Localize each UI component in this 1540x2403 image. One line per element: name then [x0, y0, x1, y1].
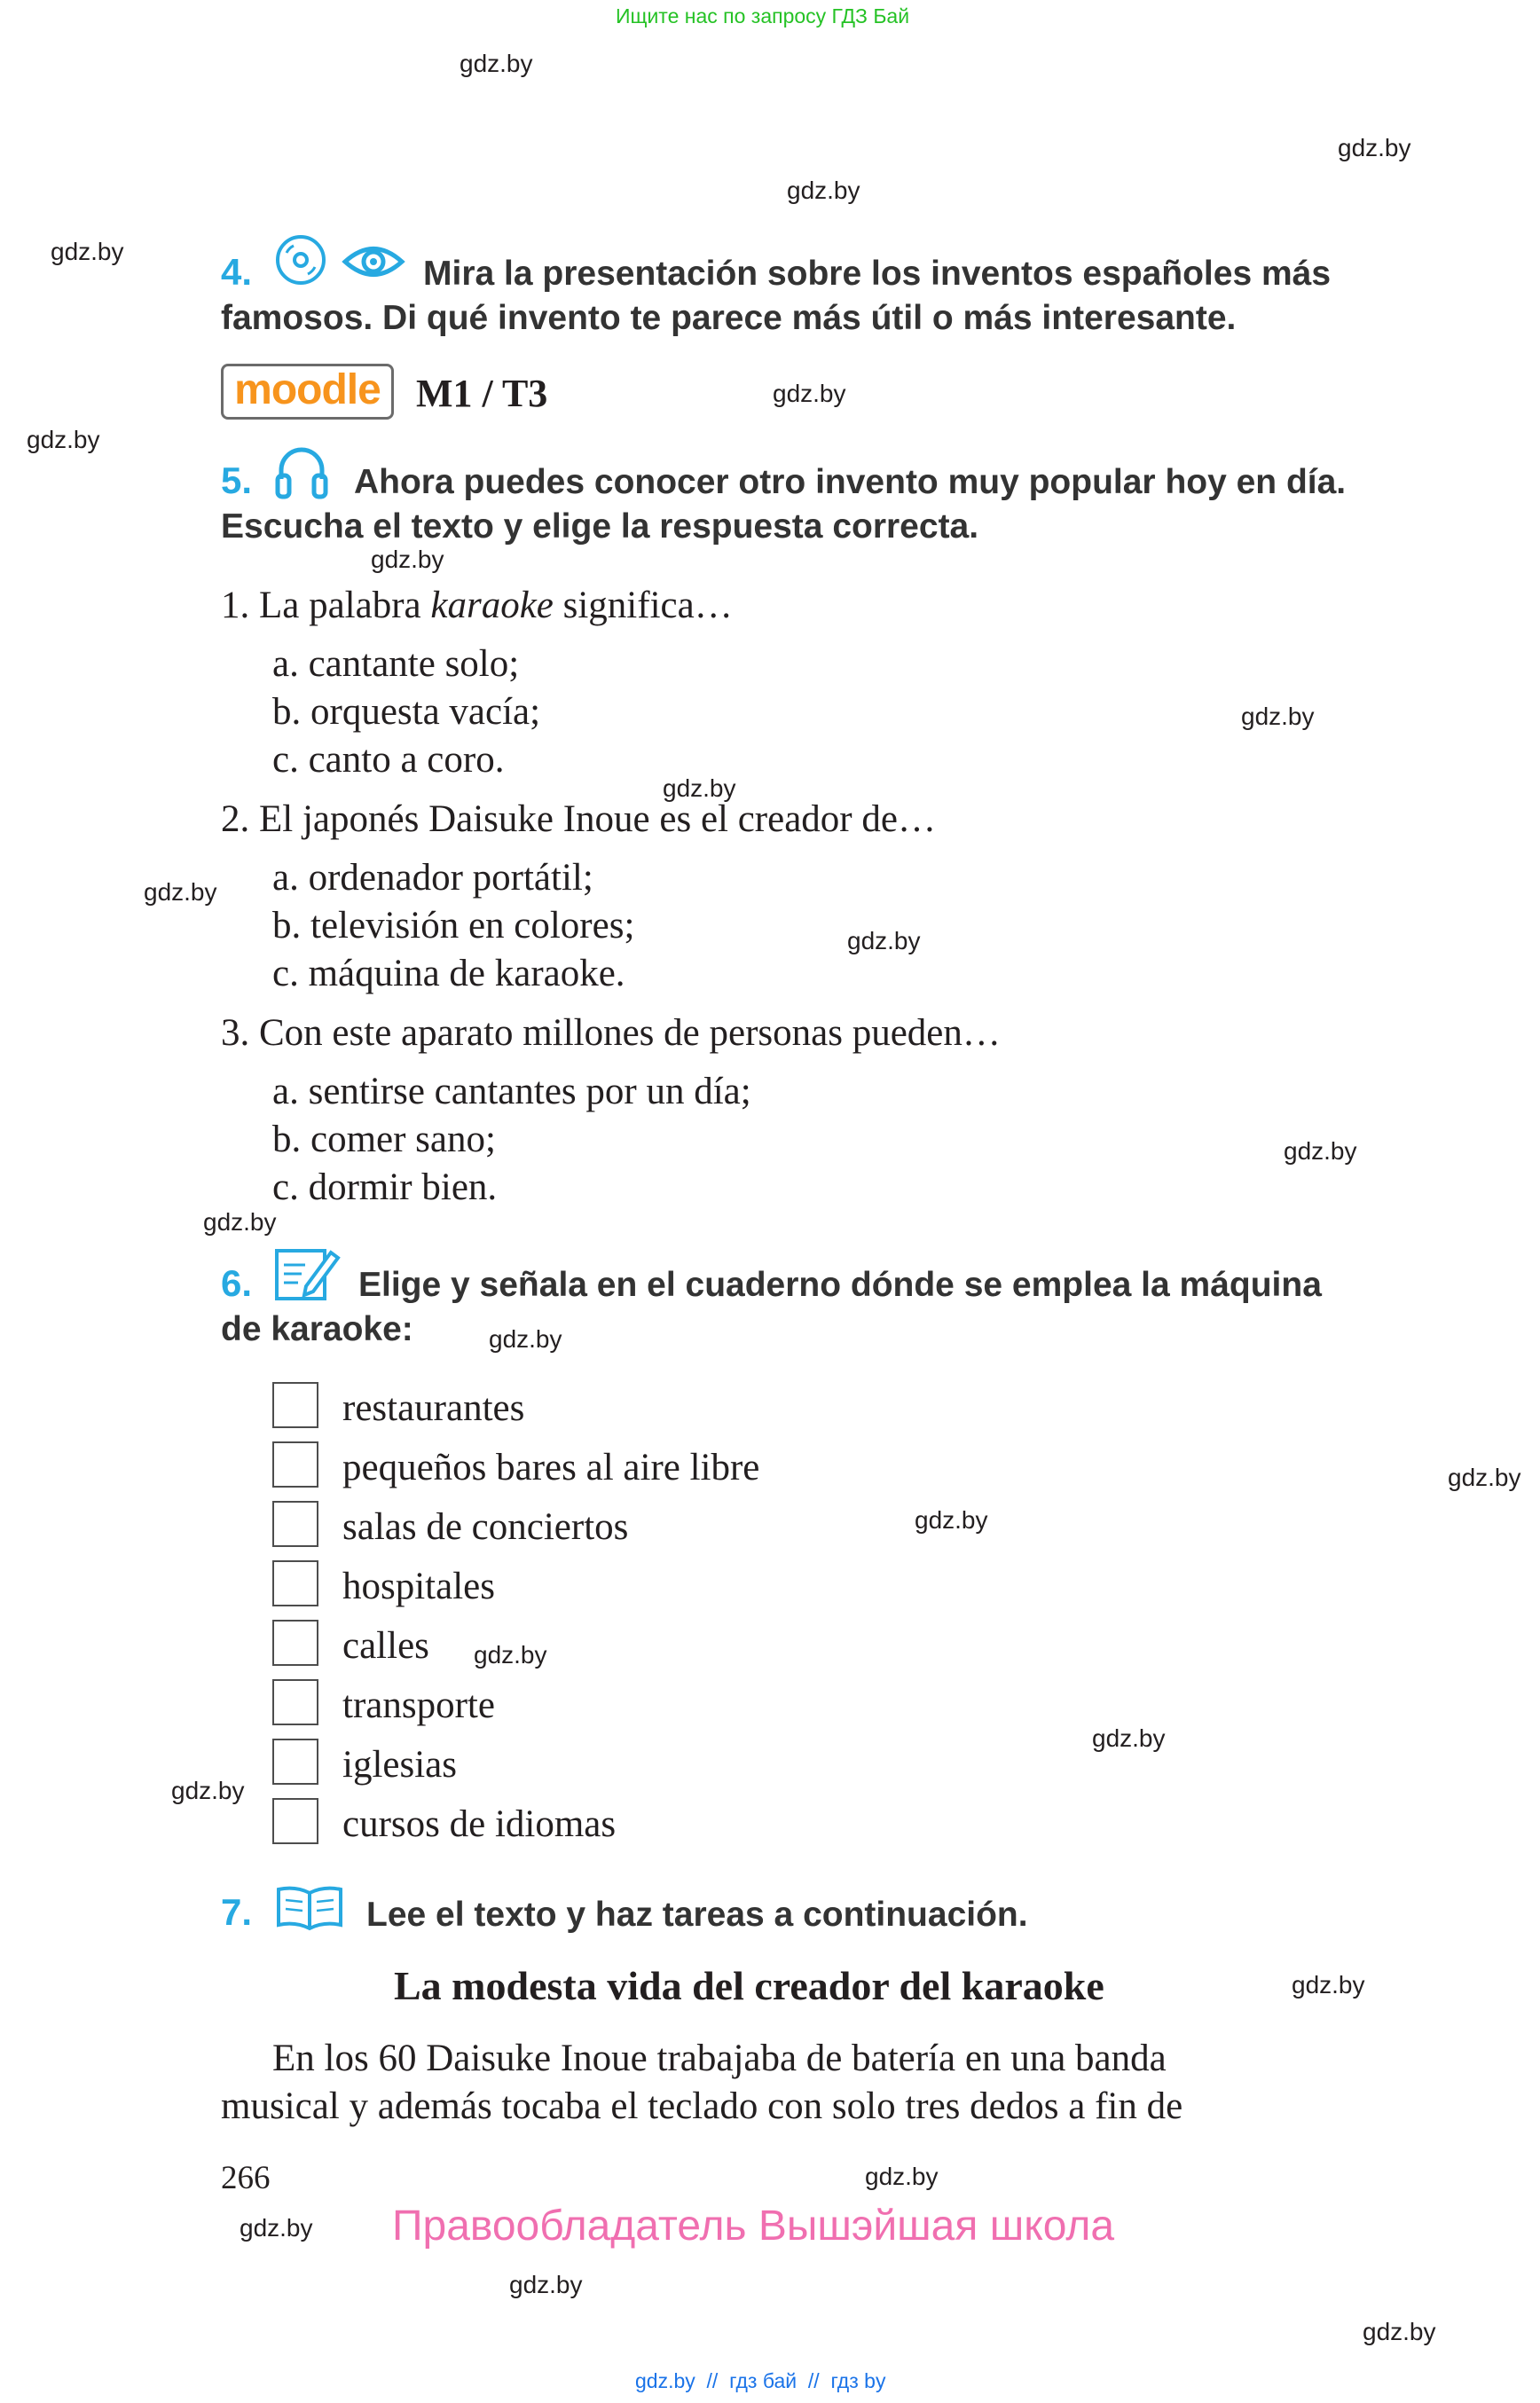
exercise-4-instruction: famosos. Di qué invento te parece más útil o más interesante. [221, 299, 1237, 337]
question-2-option: c. máquina de karaoke. [272, 953, 625, 994]
checkbox-calles[interactable] [272, 1620, 318, 1666]
search-hint-link[interactable]: Ищите нас по запросу ГДЗ Бай [616, 4, 910, 27]
watermark: gdz.by [663, 774, 736, 802]
watermark: gdz.by [1338, 134, 1411, 161]
watermark: gdz.by [460, 50, 533, 77]
checkbox-label: restaurantes [342, 1387, 525, 1429]
watermark: gdz.by [787, 177, 860, 204]
page-number: 266 [221, 2160, 271, 2196]
watermark: gdz.by [371, 546, 444, 573]
watermark: gdz.by [1292, 1971, 1365, 1999]
watermark: gdz.by [773, 380, 846, 407]
exercise-6-number: 6. [221, 1262, 253, 1304]
checkbox-label: hospitales [342, 1566, 495, 1607]
exercise-6-instruction: de karaoke: [221, 1310, 413, 1348]
question-2-option: a. ordenador portátil; [272, 857, 593, 899]
open-book-icon [274, 1882, 345, 1936]
checkbox-label: iglesias [342, 1744, 457, 1786]
question-2: 2. El japonés Daisuke Inoue es el creador de… [221, 798, 936, 840]
question-1-option: c. canto a coro. [272, 739, 505, 781]
watermark: gdz.by [474, 1641, 547, 1669]
checkbox-restaurantes[interactable] [272, 1382, 318, 1428]
watermark: gdz.by [489, 1325, 562, 1353]
watermark: gdz.by [27, 426, 100, 453]
watermark: gdz.by [1241, 703, 1315, 730]
watermark: gdz.by [1092, 1724, 1166, 1752]
exercise-7-instruction: Lee el texto y haz tareas a continuación. [366, 1896, 1028, 1934]
question-1-keyword: karaoke [430, 585, 554, 626]
exercise-6-instruction: Elige y señala en el cuaderno dónde se emplea la máquina [358, 1266, 1322, 1304]
checkbox-pequenos-bares[interactable] [272, 1441, 318, 1488]
checkbox-cursos-de-idiomas[interactable] [272, 1798, 318, 1844]
watermark: gdz.by [509, 2271, 583, 2298]
eye-icon [342, 240, 405, 287]
exercise-4-instruction: Mira la presentación sobre los inventos españoles más [423, 255, 1332, 293]
question-1: 1. La palabra karaoke significa… [221, 585, 733, 626]
module-code: M1 / T3 [416, 372, 548, 415]
question-1-option: a. cantante solo; [272, 643, 520, 685]
exercise-5-instruction: Escucha el texto y elige la respuesta correcta. [221, 507, 979, 546]
checkbox-iglesias[interactable] [272, 1739, 318, 1785]
question-3-option: c. dormir bien. [272, 1166, 498, 1208]
watermark: gdz.by [1363, 2318, 1436, 2345]
reading-title: La modesta vida del creador del karaoke [394, 1963, 1104, 2008]
checkbox-label: calles [342, 1625, 429, 1667]
rights-holder: Правообладатель Вышэйшая школа [392, 2203, 1115, 2250]
watermark: gdz.by [144, 878, 217, 906]
exercise-4-number: 4. [221, 251, 253, 293]
question-3-option: a. sentirse cantantes por un día; [272, 1071, 751, 1112]
headphones-icon [274, 444, 329, 506]
checkbox-transporte[interactable] [272, 1679, 318, 1725]
disc-icon [274, 233, 327, 290]
checkbox-label: transporte [342, 1684, 495, 1726]
question-2-option: b. televisión en colores; [272, 905, 635, 946]
question-3-option: b. comer sano; [272, 1119, 496, 1160]
watermark: gdz.by [51, 238, 124, 265]
watermark: gdz.by [915, 1506, 988, 1534]
watermark: gdz.by [1448, 1464, 1521, 1491]
pencil-notebook-icon [274, 1245, 342, 1306]
question-3: 3. Con este aparato millones de personas pueden… [221, 1012, 1001, 1054]
watermark: gdz.by [240, 2214, 313, 2242]
checkbox-label: salas de conciertos [342, 1506, 629, 1548]
reading-paragraph-line: En los 60 Daisuke Inoue trabajaba de batería en una banda [272, 2038, 1167, 2079]
watermark: gdz.by [203, 1208, 277, 1236]
watermark: gdz.by [865, 2163, 939, 2190]
reading-paragraph-line: musical y además tocaba el teclado con solo tres dedos a fin de [221, 2085, 1183, 2127]
watermark: gdz.by [847, 927, 921, 954]
watermark: gdz.by [1284, 1137, 1357, 1165]
checkbox-label: pequeños bares al aire libre [342, 1447, 760, 1488]
moodle-logo[interactable]: moodle [221, 364, 394, 420]
exercise-5-instruction: Ahora puedes conocer otro invento muy popular hoy en día. [354, 463, 1347, 501]
exercise-5-number: 5. [221, 459, 253, 501]
watermark: gdz.by [171, 1777, 245, 1804]
question-1-option: b. orquesta vacía; [272, 691, 541, 733]
checkbox-label: cursos de idiomas [342, 1803, 617, 1845]
bottom-links[interactable]: gdz.by // гдз бай // гдз by [635, 2369, 886, 2392]
checkbox-hospitales[interactable] [272, 1560, 318, 1606]
exercise-7-number: 7. [221, 1891, 253, 1933]
checkbox-salas-de-conciertos[interactable] [272, 1501, 318, 1547]
